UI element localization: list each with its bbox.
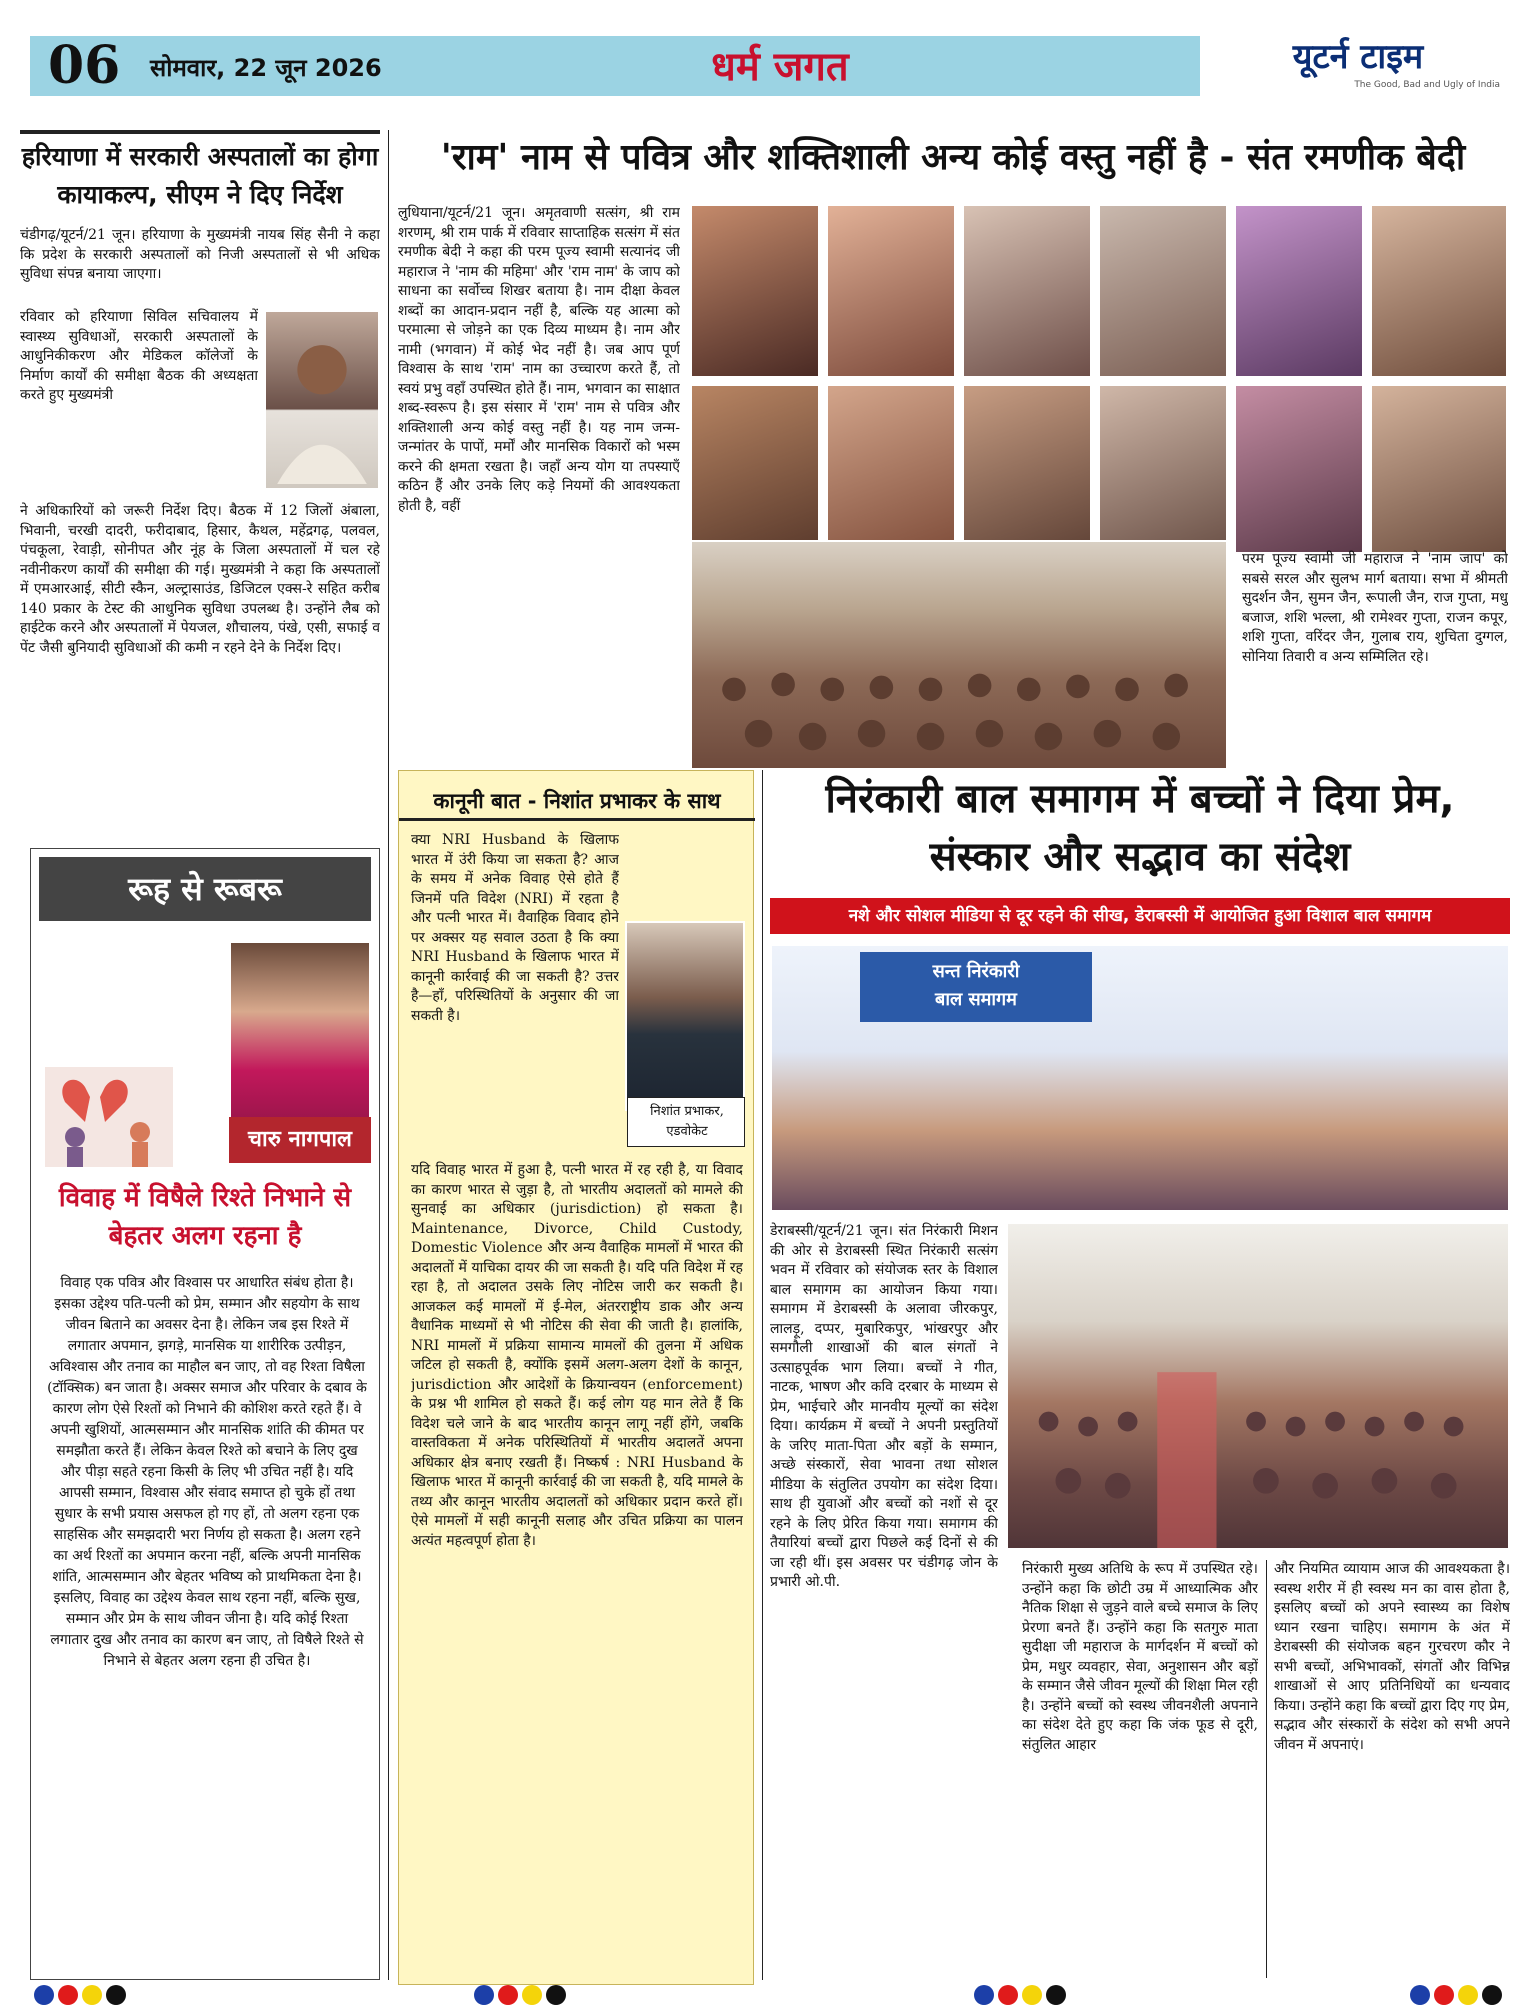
lawyer-caption: निशांत प्रभाकर, एडवोकेट	[650, 1104, 724, 1139]
nirankari-subhead-bar	[770, 898, 1510, 934]
broken-heart-icon	[45, 1067, 173, 1167]
nirankari-col-3: और नियमित व्यायाम आज की आवश्यकता है। स्वस्थ शरीर में ही स्वस्थ मन का वास होता है, इसलिए बच्चों को अपने स्वास्थ्य का विशेष ध्यान रखना चाहिए। समागम के अंत में डेराबस्सी की संयोजक बहन गुरचरण कौर ने सभी बच्चों, अभिभावकों, संगतों और विभिन्न शाखाओं से आए प्रतिनिधियों का धन्यवाद किया। उन्होंने कहा कि बच्चों द्वारा दिए गए प्रेम, सद्भाव और संस्कारों के संदेश को सभी अपने जीवन में अपनाएं।	[1274, 1561, 1510, 1753]
haryana-headline: हरियाणा में सरकारी अस्पतालों का होगा कायाकल्प, सीएम ने दिए निर्देश	[21, 142, 379, 209]
registration-dot	[58, 1985, 78, 2005]
portrait-silhouette-icon	[266, 312, 378, 488]
registration-dot	[474, 1985, 494, 2005]
portrait-photo	[690, 384, 820, 554]
ram-headline: 'राम' नाम से पवित्र और शक्तिशाली अन्य कोई वस्तु नहीं है - संत रमणीक बेदी	[440, 137, 1466, 178]
registration-dot	[106, 1985, 126, 2005]
bal-samagam-hall-photo	[1006, 1222, 1510, 1550]
portrait-photo	[1370, 204, 1508, 378]
ram-article	[398, 120, 1508, 770]
kanooni-column	[398, 770, 754, 1985]
portrait-photo	[1370, 384, 1508, 554]
ram-body: लुधियाना/यूटर्न/21 जून। अमृतवाणी सत्संग, श्री राम शरणम्, श्री राम पार्क में रविवार साप्ताहिक सत्संग में संत रमणीक बेदी ने कहा की परम पूज्य स्वामी सत्यानंद जी महाराज ने 'नाम की महिमा' और 'राम नाम' के जाप को साधना का सर्वोच्च शिखर बताया है। नाम दीक्षा केवल शब्दों का आदान-प्रदान नहीं है, बल्कि यह आत्मा को परमात्मा से जोड़ने का एक दिव्य माध्यम है। नाम और नामी (भगवान) में कोई भेद नहीं है। जब आप पूर्ण विश्वास के साथ 'राम' नाम का उच्चारण करते हैं, तो स्वयं प्रभु वहाँ उपस्थित होते हैं। नाम, भगवान का साक्षात शब्द-स्वरूप है। इस संसार में 'राम' नाम से पवित्र और शक्तिशाली अन्य कोई वस्तु नहीं है। यह नाम जन्म-जन्मांतर के पापों, मर्मों और मानसिक विकारों को भस्म करने की क्षमता रखता है। जहाँ अन्य योग या तपस्याएँ कठिन हैं और उनके लिए कड़े नियमों की आवश्यकता होती है, वहीं	[398, 205, 680, 514]
registration-dot	[498, 1985, 518, 2005]
footer-registration-marks	[0, 1982, 1536, 2008]
issue-date: सोमवार, 22 जून 2026	[150, 54, 382, 82]
audience-crowd-icon	[692, 542, 1226, 768]
bal-samagam-stage-photo	[770, 944, 1510, 1212]
nirankari-col-1: डेराबस्सी/यूटर्न/21 जून। संत निरंकारी मिशन की ओर से डेराबस्सी स्थित निरंकारी सत्संग भवन में रविवार को संयोजक स्तर के विशाल बाल समागम का आयोजन किया गया। समागम में डेराबस्सी के अलावा जीरकपुर, लालड़ू, दप्पर, मुबारिकपुर, भांखरपुर और समगौली शाखाओं की बाल संगतों ने उत्साहपूर्वक भाग लिया। बच्चों ने गीत, नाटक, भाषण और कवि दरबार के माध्यम से प्रेम, भाईचारे और मानवीय मूल्यों का संदेश दिया। कार्यक्रम में बच्चों ने अपनी प्रस्तुतियों के जरिए माता-पिता और बड़ों के सम्मान, अच्छे संस्कारों, सेवा भावना तथा सोशल मीडिया के संतुलित उपयोग का संदेश दिया। साथ ही युवाओं और बच्चों को नशों से दूर रहने के लिए प्रेरित किया गया। समागम की तैयारियां बच्चों द्वारा पिछले कई दिनों से की जा रही थीं। इस अवसर पर चंडीगढ़ जोन के प्रभारी ओ.पी.	[770, 1223, 998, 1590]
lawyer-caption-box	[627, 1097, 745, 1147]
satsang-audience-photo	[690, 540, 1228, 770]
column-divider	[1266, 1560, 1267, 1978]
portrait-photo	[962, 384, 1092, 554]
portrait-photo	[1098, 204, 1228, 378]
masthead	[30, 32, 1506, 102]
registration-dot	[34, 1985, 54, 2005]
rooh-column	[30, 848, 380, 1980]
kanooni-title: कानूनी बात - निशांत प्रभाकर के साथ	[399, 781, 755, 821]
haryana-body-side: रविवार को हरियाणा सिविल सचिवालय में स्वास्थ्य सुविधाओं, सरकारी अस्पतालों के आधुनिकीकरण और मेडिकल कॉलेजों के निर्माण कार्यों की समीक्षा बैठक की अध्यक्षता करते हुए मुख्यमंत्री	[20, 309, 258, 403]
banner-line-1: सन्त निरंकारी	[932, 961, 1020, 982]
nirankari-article	[770, 770, 1510, 1985]
haryana-body-top: चंडीगढ़/यूटर्न/21 जून। हरियाणा के मुख्यमंत्री नायब सिंह सैनी ने कहा कि प्रदेश के सरकारी अस्पतालों को निजी अस्पतालों से भी अधिक सुविधा संपन्न बनाया जाएगा।	[20, 227, 380, 282]
portrait-photo	[1234, 204, 1364, 378]
registration-dot	[974, 1985, 994, 2005]
nirankari-col-2: निरंकारी मुख्य अतिथि के रूप में उपस्थित रहे। उन्होंने कहा कि छोटी उम्र में आध्यात्मिक और नैतिक शिक्षा से जुड़ने वाले बच्चे समाज के लिए प्रेरणा बनते हैं। उन्होंने कहा कि सतगुरु माता सुदीक्षा जी महाराज के मार्गदर्शन में बच्चों को प्रेम, मधुर व्यवहार, सेवा, अनुशासन और बड़ों के सम्मान जैसे जीवन मूल्यों की शिक्षा मिल रही है। उन्होंने बच्चों को स्वस्थ जीवनशैली अपनाने का संदेश देते हुए कहा कि जंक फूड से दूरी, संतुलित आहार	[1022, 1561, 1258, 1753]
column-divider	[762, 770, 763, 1980]
registration-dot	[998, 1985, 1018, 2005]
nirankari-subhead: नशे और सोशल मीडिया से दूर रहने की सीख, डेराबस्सी में आयोजित हुआ विशाल बाल समागम	[848, 906, 1432, 926]
portrait-photo	[826, 384, 956, 554]
rooh-body: विवाह एक पवित्र और विश्वास पर आधारित संबंध होता है। इसका उद्देश्य पति-पत्नी को प्रेम, सम्मान और सहयोग के साथ जीवन बिताने का अवसर देना है। लेकिन जब इस रिश्ते में लगातार अपमान, झगड़े, मानसिक या शारीरिक उत्पीड़न, अविश्वास और तनाव का माहौल बन जाए, तो वह रिश्ता विषैला (टॉक्सिक) बन जाता है। अक्सर समाज और परिवार के दबाव के कारण लोग ऐसे रिश्तों को निभाने की कोशिश करते रहते हैं। वे अपनी खुशियों, आत्मसम्मान और मानसिक शांति की कीमत पर समझौता करते हैं। लेकिन केवल रिश्ते को बचाने के लिए दुख और पीड़ा सहते रहना किसी के लिए भी उचित नहीं है। यदि आपसी सम्मान, विश्वास और संवाद समाप्त हो चुके हों तथा सुधार के सभी प्रयास असफल हो गए हों, तो अलग रहना एक साहसिक और समझदारी भरा निर्णय हो सकता है। अलग रहने का अर्थ रिश्तों का अपमान करना नहीं, बल्कि अपनी मानसिक शांति, आत्मसम्मान और बेहतर भविष्य को प्राथमिकता देना है। इसलिए, विवाह का उद्देश्य केवल साथ रहना नहीं, बल्कि सुख, सम्मान और प्रेम के साथ जीवन जीना है। यदि कोई रिश्ता लगातार दुख और तनाव का कारण बन जाए, तो विषैले रिश्ते से निभाने से बेहतर अलग रहना ही उचित है।	[47, 1275, 367, 1669]
registration-dot	[546, 1985, 566, 2005]
haryana-body-bottom: ने अधिकारियों को जरूरी निर्देश दिए। बैठक में 12 जिलों अंबाला, भिवानी, चरखी दादरी, फरीदाबाद, हिसार, कैथल, महेंद्रगढ़, पलवल, पंचकूला, रेवाड़ी, सोनीपत और नूंह के जिला अस्पतालों में चल रहे नवीनीकरण कार्यों की समीक्षा की गई। मुख्यमंत्री ने कहा कि अस्पतालों में एमआरआई, सीटी स्कैन, अल्ट्रासाउंड, डिजिटल एक्स-रे सहित करीब 140 प्रकार के टेस्ट की आधुनिक सुविधा उपलब्ध है। उन्होंने लैब को हाईटेक करने और अस्पतालों में पेयजल, शौचालय, पंखे, एसी, सफाई व पेंट जैसी बुनियादी सुविधाओं की कमी न रहने देने के निर्देश दिए।	[20, 503, 380, 656]
page-number: 06	[48, 35, 121, 96]
samagam-banner	[860, 952, 1092, 1022]
haryana-top-rule	[20, 130, 380, 134]
author-photo	[229, 941, 371, 1141]
author-name-box	[229, 1117, 371, 1163]
rooh-column-title: रूह से रूबरू	[128, 870, 282, 908]
lawyer-photo	[625, 921, 745, 1111]
kanooni-body-bottom: यदि विवाह भारत में हुआ है, पत्नी भारत में रह रही है, या विवाद का कारण भारत से जुड़ा है, तो भारतीय अदालतों को मामले की सुनवाई का अधिकार (jurisdiction) हो सकता है। Maintenance, Divorce, Child Custody, Domestic Violence और अन्य वैवाहिक मामलों में भारत की अदालतों में याचिका दायर की जा सकती है। यदि पति विदेश में रह रहा है, तो अदालत उसके लिए नोटिस जारी कर सकती है। आजकल कई मामलों में ई-मेल, अंतरराष्ट्रीय डाक और अन्य वैधानिक माध्यमों से भी नोटिस की सेवा की जाती है। हालांकि, NRI मामलों में प्रक्रिया सामान्य मामलों की तुलना में अधिक जटिल हो सकती है, क्योंकि इसमें अलग-अलग देशों के कानून, jurisdiction और आदेशों के क्रियान्वयन (enforcement) के प्रश्न भी शामिल हो सकते हैं। कई लोग यह मान लेते हैं कि विदेश चले जाने के बाद भारतीय कानून लागू नहीं होंगे, जबकि वास्तविकता में अनेक परिस्थितियों में भारतीय अदालतें अपना अधिकार क्षेत्र बनाए रखती हैं। निष्कर्ष : NRI Husband के खिलाफ भारत में कानूनी कार्रवाई की जा सकती है, यदि मामले के तथ्य और कानून भारतीय अदालतों को अधिकार प्रदान करते हों। ऐसे मामलों में सही कानूनी सलाह और उचित प्रक्रिया का पालन अत्यंत महत्वपूर्ण होता है।	[411, 1162, 743, 1549]
registration-dot	[522, 1985, 542, 2005]
registration-dot	[1022, 1985, 1042, 2005]
crowd-hall-icon	[1008, 1224, 1508, 1548]
section-title: धर्म जगत	[711, 44, 849, 90]
rooh-title-bar	[39, 857, 371, 921]
haryana-article	[20, 130, 380, 820]
registration-dot	[1046, 1985, 1066, 2005]
registration-dot	[1482, 1985, 1502, 2005]
author-name: चारु नागपाल	[248, 1127, 352, 1152]
portrait-photo	[1234, 384, 1364, 554]
rooh-headline: विवाह में विषैले रिश्ते निभाने से बेहतर अलग रहना है	[58, 1183, 352, 1251]
registration-dot	[82, 1985, 102, 2005]
brand-logo	[1210, 32, 1506, 100]
portrait-photo	[826, 204, 956, 378]
ram-photo-caption: परम पूज्य स्वामी जी महाराज ने 'नाम जाप' को सबसे सरल और सुलभ मार्ग बताया। सभा में श्रीमती सुदर्शन जैन, सुमन जैन, रूपाली जैन, राज गुप्ता, मधु बजाज, शशि भल्ला, श्री रामेश्वर गुप्ता, राजन कपूर, शशि गुप्ता, वरिंदर जैन, गुलाब राय, शुचिता दुग्गल, सोनिया तिवारी व अन्य सम्मिलित रहे।	[1242, 551, 1508, 665]
kanooni-body-top: क्या NRI Husband के खिलाफ भारत में उंरी किया जा सकता है? आज के समय में अनेक विवाह ऐसे होते हैं जिनमें पति विदेश (NRI) में रहता है और पत्नी भारत में। वैवाहिक विवाद होने पर अक्सर यह सवाल उठता है कि क्या NRI Husband के खिलाफ भारत में कानूनी कार्रवाई की जा सकती है? उत्तर है—हाँ, परिस्थितियों के अनुसार की जा सकती है।	[411, 832, 619, 1024]
column-divider	[388, 130, 389, 1980]
nirankari-headline: निरंकारी बाल समागम में बच्चों ने दिया प्रेम, संस्कार और सद्भाव का संदेश	[825, 776, 1455, 880]
relationship-illustration	[45, 1067, 173, 1167]
logo-wordmark: यूटर्न टाइम	[1292, 37, 1424, 77]
toxic-relationship-illustration	[39, 1889, 40, 1890]
portrait-photo	[1098, 384, 1228, 554]
registration-dot	[1458, 1985, 1478, 2005]
cm-portrait-photo	[264, 310, 380, 490]
portrait-photo	[690, 204, 820, 378]
logo-tagline: The Good, Bad and Ugly of India	[1354, 80, 1500, 90]
registration-dot	[1410, 1985, 1430, 2005]
banner-line-2: बाल समागम	[935, 989, 1017, 1010]
portrait-photo	[962, 204, 1092, 378]
registration-dot	[1434, 1985, 1454, 2005]
